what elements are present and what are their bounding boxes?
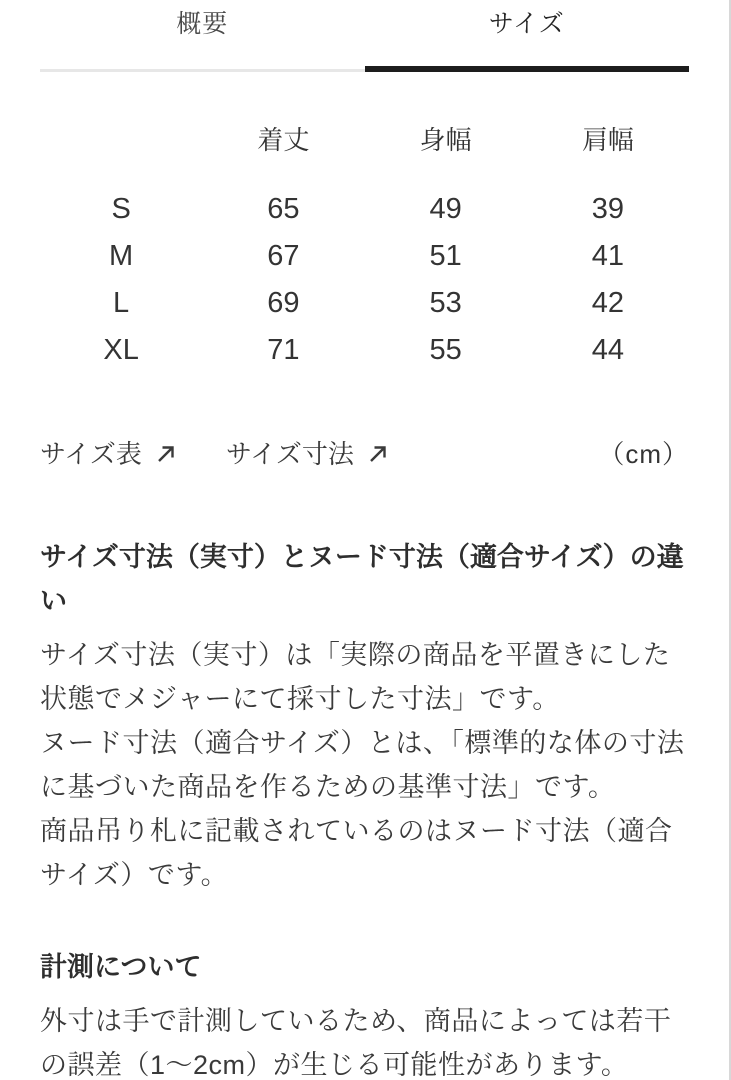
section-size-difference bbox=[40, 535, 689, 897]
column-header-body-width: 身幅 bbox=[419, 125, 472, 155]
body-width-value: 49 bbox=[429, 193, 462, 225]
paragraph-size-spec: サイズ寸法（実寸）は「実際の商品を平置きにした状態でメジャーにて採寸した寸法」です。 bbox=[40, 640, 671, 714]
column-header-shoulder-width: 肩幅 bbox=[581, 125, 634, 155]
external-link-arrow-icon bbox=[154, 439, 178, 466]
body-width-value: 51 bbox=[429, 240, 462, 272]
tab-overview[interactable]: 概要 bbox=[40, 8, 365, 72]
section-heading: 計測について bbox=[40, 952, 202, 982]
shoulder-width-value: 42 bbox=[591, 287, 624, 319]
size-spec-link[interactable] bbox=[226, 434, 390, 471]
size-label: L bbox=[113, 287, 130, 319]
column-header-length: 着丈 bbox=[257, 125, 310, 155]
tab-size[interactable]: サイズ bbox=[365, 8, 690, 72]
size-links-row bbox=[40, 434, 689, 471]
size-label: XL bbox=[103, 334, 139, 366]
section-heading: サイズ寸法（実寸）とヌード寸法（適合サイズ）の違い bbox=[40, 542, 684, 616]
paragraph-measurement-note: 外寸は手で計測しているため、商品によっては若干の誤差（1〜2cm）が生じる可能性があります。 bbox=[40, 1006, 672, 1080]
section-measurement bbox=[40, 945, 689, 1080]
size-label: M bbox=[109, 240, 134, 272]
table-row-m bbox=[40, 233, 689, 280]
body-width-value: 53 bbox=[429, 287, 462, 319]
table-row-s bbox=[40, 186, 689, 233]
length-value: 69 bbox=[267, 287, 300, 319]
shoulder-width-value: 41 bbox=[591, 240, 624, 272]
length-value: 67 bbox=[267, 240, 300, 272]
size-table-header bbox=[40, 124, 689, 156]
shoulder-width-value: 39 bbox=[591, 193, 624, 225]
table-row-l bbox=[40, 280, 689, 327]
unit-label: （cm） bbox=[598, 439, 689, 469]
size-chart-link[interactable] bbox=[40, 434, 178, 471]
size-table-body bbox=[40, 186, 689, 374]
paragraph-nude-spec: ヌード寸法（適合サイズ）とは、「標準的な体の寸法に基づいた商品を作るための基準寸法」です。 bbox=[40, 728, 685, 802]
size-spec-link-label: サイズ寸法 bbox=[225, 439, 354, 469]
shoulder-width-value: 44 bbox=[591, 334, 624, 366]
table-row-xl bbox=[40, 327, 689, 374]
length-value: 65 bbox=[267, 193, 300, 225]
detail-tabs bbox=[40, 0, 689, 72]
external-link-arrow-icon bbox=[366, 439, 390, 466]
length-value: 71 bbox=[267, 334, 300, 366]
size-chart-link-label: サイズ表 bbox=[40, 439, 142, 469]
size-label: S bbox=[111, 193, 131, 225]
paragraph-tag-spec: 商品吊り札に記載されているのはヌード寸法（適合サイズ）です。 bbox=[40, 816, 673, 890]
body-width-value: 55 bbox=[429, 334, 462, 366]
size-table bbox=[40, 124, 689, 374]
